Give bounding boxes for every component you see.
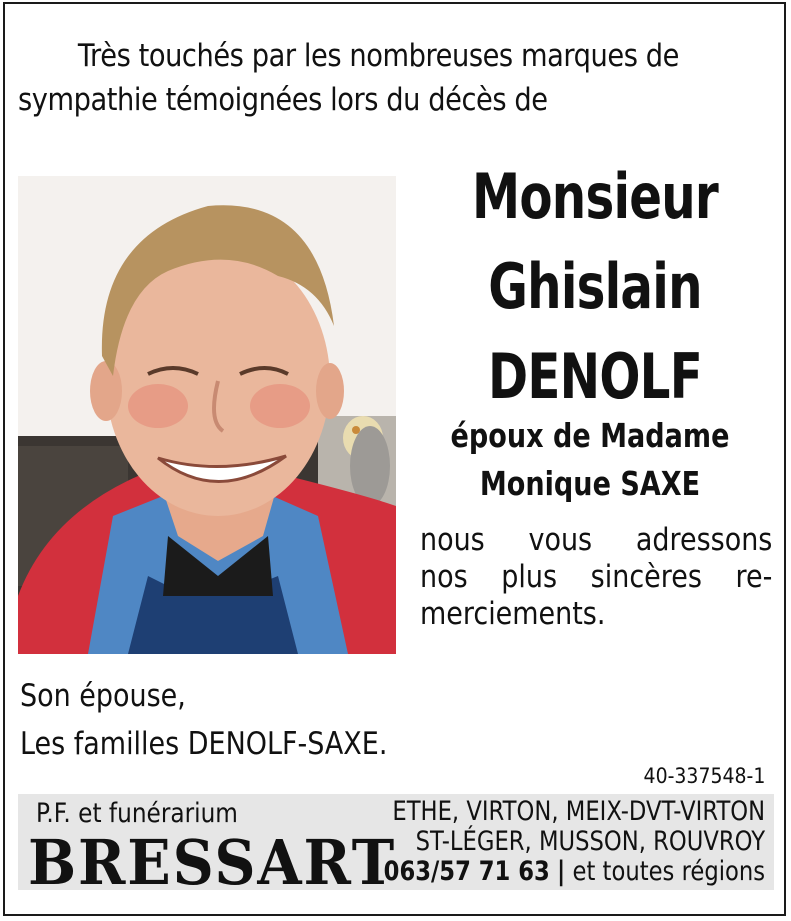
deceased-last-name: DENOLF — [488, 340, 702, 413]
intro-text — [18, 34, 775, 122]
portrait-illustration — [18, 176, 396, 654]
phone-number: 063/57 71 63 — [383, 856, 550, 887]
locations-line-2: ST-LÉGER, MUSSON, ROUVROY — [415, 826, 765, 857]
family-signature — [20, 672, 387, 768]
contact-line — [384, 857, 765, 887]
intro-line-2: sympathie témoignées lors du décès de — [18, 82, 548, 118]
spouse-line-2: Monique SAXE — [479, 464, 701, 503]
separator: | — [556, 856, 566, 887]
thanks-line-3: merciements. — [420, 596, 606, 632]
thanks-line-2: nos plus sincères re- — [420, 559, 773, 595]
family-line-1: Son épouse, — [20, 678, 186, 714]
reference-number: 40-337548-1 — [643, 764, 765, 788]
funeral-home-logo: BRESSART — [28, 826, 397, 899]
deceased-title: Monsieur — [472, 160, 718, 233]
funeral-home-prefix: P.F. et funérarium — [36, 798, 238, 829]
family-line-2: Les familles DENOLF-SAXE. — [20, 726, 388, 762]
funeral-home-locations — [384, 797, 765, 887]
spouse-text — [405, 412, 775, 508]
deceased-first-name: Ghislain — [488, 250, 702, 323]
thanks-text — [420, 522, 772, 633]
deceased-name — [420, 152, 770, 422]
locations-line-1: ETHE, VIRTON, MEIX-DVT-VIRTON — [392, 796, 765, 827]
deceased-photo — [18, 176, 396, 654]
intro-line-1: Très touchés par les nombreuses marques de — [77, 38, 679, 74]
spouse-line-1: époux de Madame — [450, 416, 730, 455]
thanks-line-1: nous vous adressons — [420, 522, 773, 558]
regions-text: et toutes régions — [572, 856, 765, 887]
